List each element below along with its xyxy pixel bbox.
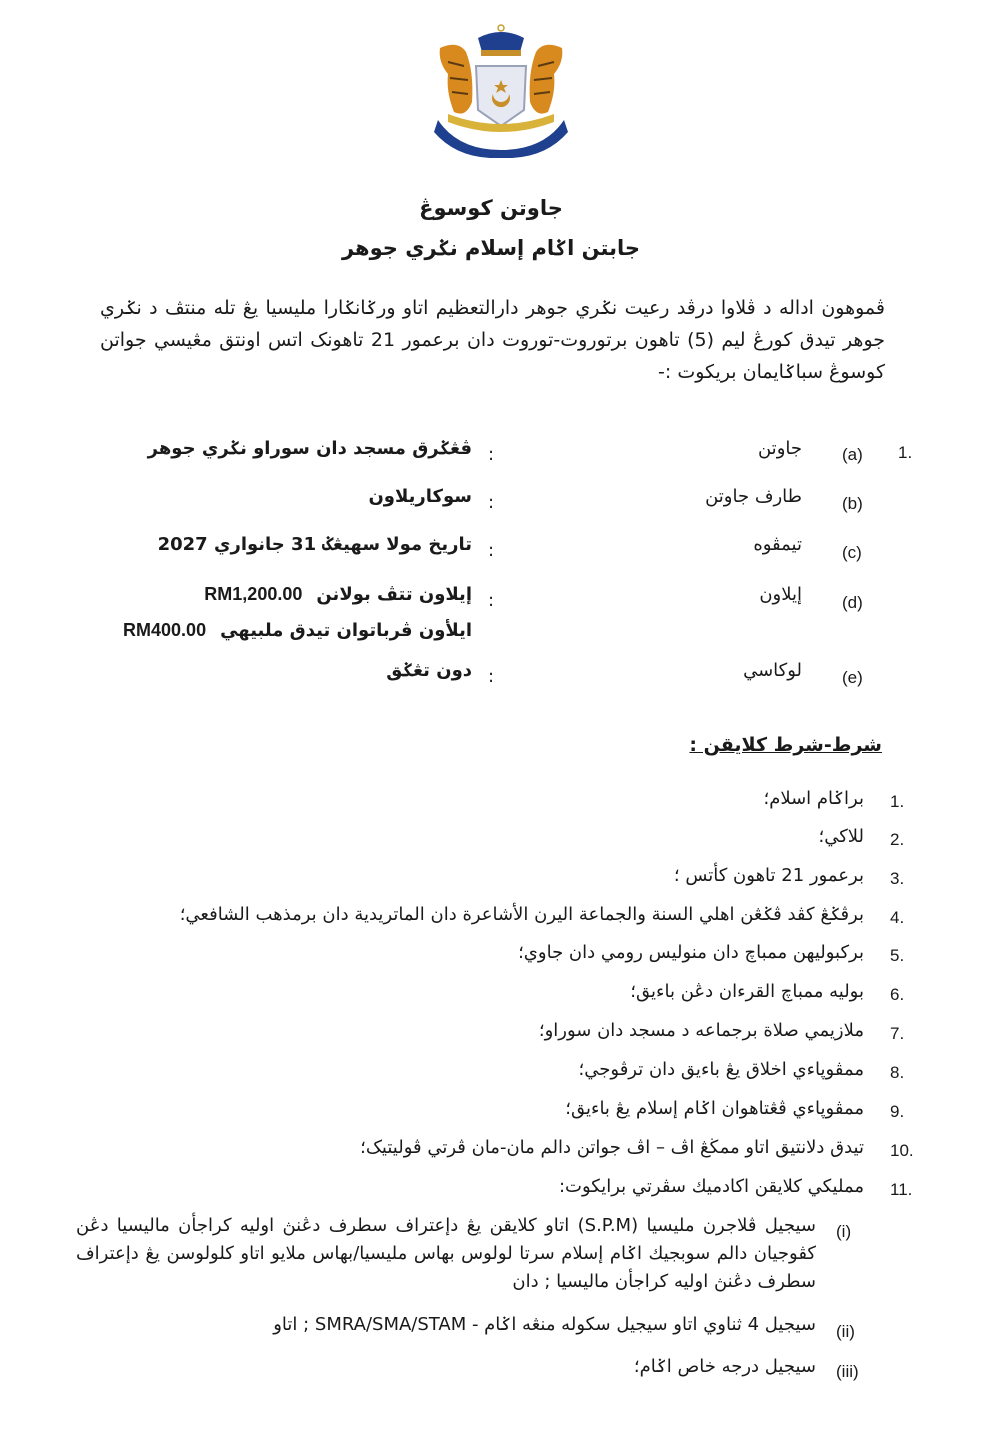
detail-value: سوكاريلاون [368, 486, 472, 507]
detail-colon: : [488, 666, 495, 687]
condition-item: براݢام اسلام؛ [763, 788, 864, 809]
sub-condition-item: سيجيل 4 ثناوي اتاو سيجيل سكوله منڠه اݢام - SMRA/SMA/STAM ; اتاو [273, 1314, 816, 1335]
condition-item: برڤݢڠ كڤد ڤݢڠن اهلي السنة والجماعة اليرن الأشاعرة دان الماتريدية دان برمذهب الشافعي؛ [179, 904, 864, 925]
condition-number: 6. [890, 985, 905, 1004]
document-title: جاوتن كوسوڠ [419, 196, 563, 220]
detail-label: تيمڤوه [753, 534, 802, 555]
conditions-heading: شرط-شرط كلايقن : [689, 734, 882, 756]
department-title: جابتن اݢام إسلام نݢري جوهر [341, 236, 640, 260]
condition-item: برعمور 21 تاهون كأتس ؛ [673, 865, 864, 886]
condition-item: ممڤوڽاءي ڤڠتاهوان اݢام إسلام يڠ باءيق؛ [565, 1098, 864, 1119]
condition-item: ملازيمي صلاة برجماعه د مسجد دان سوراو؛ [538, 1020, 864, 1041]
sub-condition-item: سيجيل ڤلاجرن مليسيا (S.P.M) اتاو كلايقن يڠ دإعتراف سطرف دڠنڽ اوليه كراجأن ماليسيا دڠن كڤوجيان دالم سوبجيك اݢام إسلام سرتا لولوس بهاس مليسيا/بهاس ملايو اتاو كلولوسن يڠ دإعتراف سطرف دڠنڽ اوليه كراجأن ماليسيا ; دان [76, 1215, 816, 1292]
transport-allowance-amount: RM400.00 [123, 620, 207, 640]
condition-item: تيدق دلانتيق اتاو ممڬڠ اڤ – اڤ جواتن دالم مان-مان ڤرتي ڤوليتيک؛ [360, 1137, 864, 1158]
condition-number: 3. [890, 869, 905, 888]
sub-condition-number: (ii) [836, 1322, 855, 1341]
detail-letter: (e) [842, 668, 863, 687]
condition-number: 2. [890, 830, 905, 849]
detail-label: جاوتن [757, 438, 802, 459]
detail-label: لوكاسي [743, 660, 802, 681]
condition-number: 5. [890, 946, 905, 965]
condition-number: 1. [890, 792, 905, 811]
condition-number: 9. [890, 1102, 905, 1121]
condition-number: 10. [890, 1141, 914, 1160]
condition-item: بركبوليهن ممباچ دان منوليس رومي دان جاوي؛ [518, 942, 864, 963]
sub-condition-number: (iii) [836, 1362, 859, 1381]
intro-paragraph: ڤموهون اداله د ڤلاوا درڤد رعيت نݢري جوهر دارالتعظيم اتاو ورݢانݢارا مليسيا يڠ تله منتڤ د نݢري جوهر تيدق كورڠ ليم (5) تاهون برتوروت-توروت دان برعمور 21 تاهونک اتس اونتق مڠيسي جواتن كوسوڠ سباݢايمان بريكوت :- [100, 297, 886, 383]
detail-letter: (c) [842, 543, 862, 562]
johor-coat-of-arms-icon [418, 22, 584, 158]
allowance-amount: RM1,200.00 [204, 584, 303, 604]
condition-number: 7. [890, 1024, 905, 1043]
detail-colon: : [488, 444, 495, 465]
transport-allowance-label: ايلأون ڤرباتوان تيدق ملبيهي [220, 620, 472, 641]
detail-letter: (b) [842, 494, 863, 513]
section-number: 1. [898, 443, 913, 462]
detail-label: طارف جاوتن [705, 486, 802, 507]
detail-colon: : [488, 540, 495, 561]
detail-value [123, 620, 472, 641]
allowance-label: إيلاون تتڤ بولانن [316, 584, 472, 605]
detail-value: تاريخ مولا سهيڠݢ 31 جانواري 2027 [157, 534, 472, 555]
condition-item: ممڤوڽاءي اخلاق يڠ باءيق دان ترڤوجي؛ [578, 1059, 864, 1080]
detail-value: ڤڠݢرق مسجد دان سوراو نݢري جوهر [147, 438, 472, 459]
condition-number: 8. [890, 1063, 905, 1082]
detail-value [204, 584, 472, 605]
detail-letter: (a) [842, 445, 863, 464]
condition-item: بوليه ممباچ القرءان دڠن باءيق؛ [630, 981, 864, 1002]
sub-condition-number: (i) [836, 1222, 852, 1241]
detail-colon: : [488, 590, 495, 611]
sub-condition-item: سيجيل درجه خاص اݢام؛ [633, 1356, 816, 1377]
detail-value: دون تڠݢق [386, 660, 472, 681]
condition-number: 11. [890, 1180, 913, 1199]
condition-item: ممليكي كلايقن اكادميك سڤرتي برايكوت: [558, 1176, 864, 1197]
condition-item: للاكي؛ [818, 826, 864, 847]
detail-label: إيلاون [759, 584, 802, 605]
detail-letter: (d) [842, 593, 863, 612]
condition-number: 4. [890, 908, 905, 927]
detail-colon: : [488, 492, 495, 513]
